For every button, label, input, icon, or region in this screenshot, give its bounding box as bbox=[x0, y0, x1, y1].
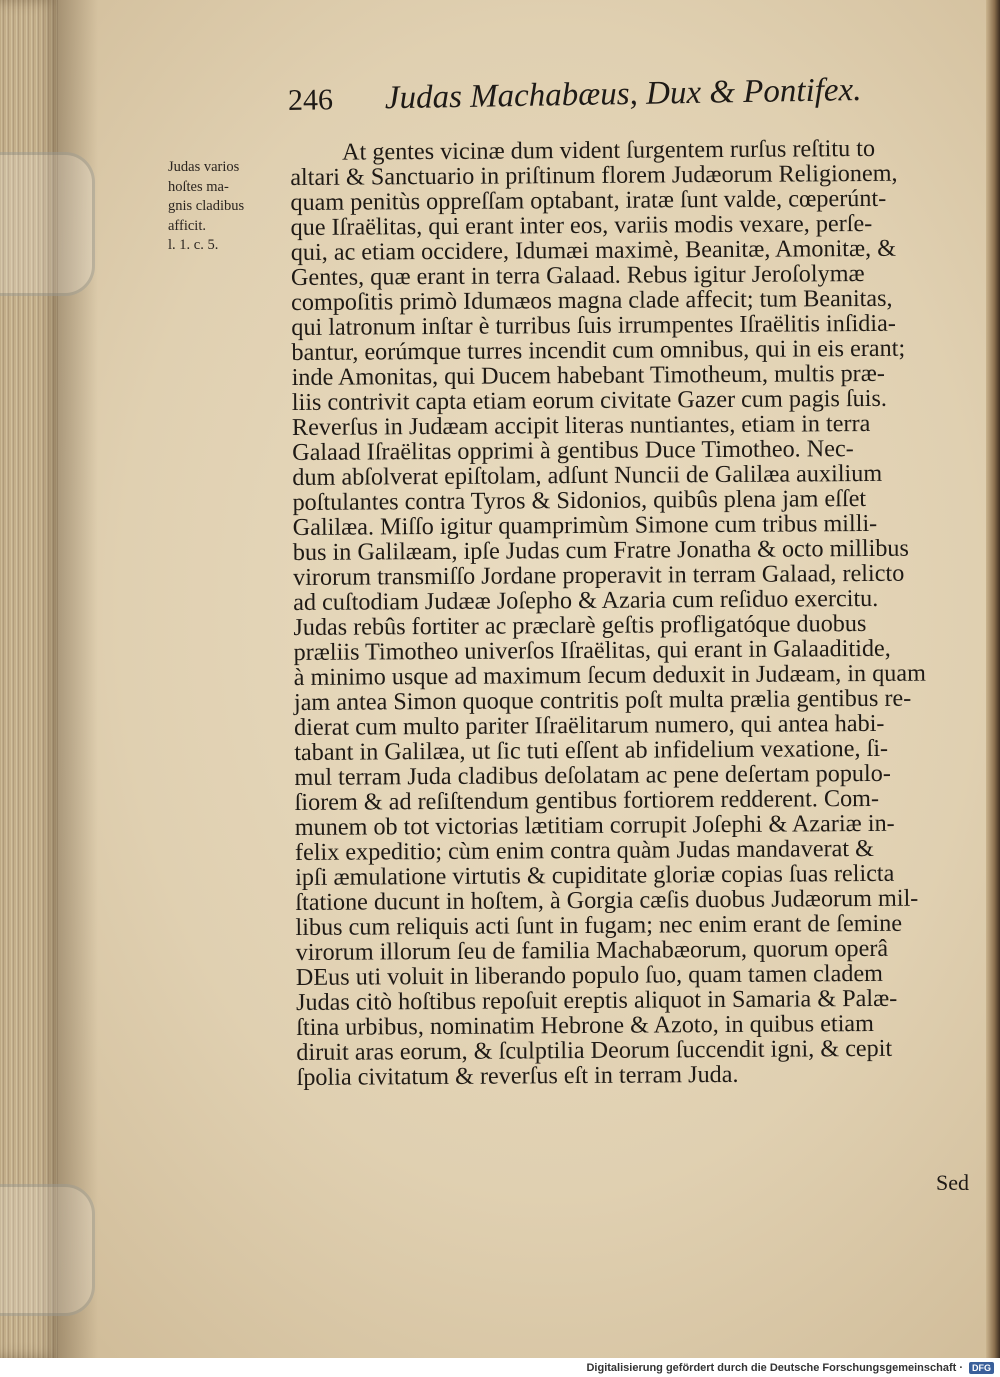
book-clip-bottom bbox=[0, 1184, 95, 1316]
text-line: bus in Galilæam, ipſe Judas cum Fratre Jonatha & octo millibus bbox=[292, 534, 909, 566]
text-line: inde Amonitas, qui Ducem habebant Timotheum, multis præ- bbox=[291, 359, 885, 391]
text-line: Galaad Iſraëlitas opprimi à gentibus Duce Timotheo. Nec- bbox=[292, 435, 854, 466]
text-line: liis contrivit capta etiam eorum civitate Gazer cum pagis ſuis. bbox=[291, 384, 888, 416]
text-line: altari & Sanctuario in priſtinum florem Judæorum Religionem, bbox=[290, 159, 898, 191]
text-line: dum abſolverat epiſtolam, adſunt Nuncii de Galilæa auxilium bbox=[292, 459, 883, 491]
text-line: Judas citò hoſtibus repoſuit ereptis aliquot in Samaria & Palæ- bbox=[295, 984, 898, 1016]
text-line: tabant in Galilæa, ut ſic tuti eſſent ab infidelium vexatione, ſi- bbox=[294, 734, 889, 766]
page-number: 246 bbox=[287, 83, 334, 117]
right-page-edge bbox=[986, 0, 1000, 1358]
text-line: ad cuſtodiam Judææ Joſepho & Azaria cum reſiduo exercitu. bbox=[293, 584, 879, 616]
text-line: qui, ac etiam occidere, Idumæi maximè, Beanitæ, Amonitæ, & bbox=[290, 234, 897, 266]
text-line: bantur, eorúmque turres incendit cum omnibus, qui in eis erant; bbox=[291, 334, 906, 366]
text-line: mul terram Juda cladibus deſolatam ac pene deſertam populo- bbox=[294, 759, 891, 791]
text-line: Gentes, quæ erant in terra Galaad. Rebus igitur Jeroſolymæ bbox=[290, 259, 865, 291]
text-line: libus cum reliquis acti ſunt in fugam; nec enim erant de ſemine bbox=[295, 909, 903, 941]
text-line: DEus uti voluit in liberando populo ſuo, quam tamen cladem bbox=[295, 959, 884, 991]
text-line: ſtina urbibus, nominatim Hebrone & Azoto, in quibus etiam bbox=[296, 1009, 875, 1041]
marginal-note-line: afficit. bbox=[168, 217, 206, 234]
text-line: At gentes vicinæ dum vident ſurgentem rurſus reſtitu to bbox=[341, 134, 876, 166]
main-text-block bbox=[290, 135, 987, 1090]
text-line: præliis Timotheo univerſos Iſraëlitas, qui erant in Galaaditide, bbox=[293, 634, 891, 666]
text-line: qui latronum inſtar è turribus ſuis irrumpentes Iſraëlitis inſidia- bbox=[291, 309, 896, 341]
marginal-note bbox=[168, 158, 283, 256]
text-line: Reverſus in Judæam accipit literas nuntiantes, etiam in terra bbox=[291, 409, 871, 441]
text-line: que Iſraëlitas, qui erant inter eos, variis modis vexare, perſe- bbox=[290, 209, 873, 241]
text-line: compoſitis primò Idumæos magna clade affecit; tum Beanitas, bbox=[291, 284, 893, 316]
text-line: ſtatione ducunt in hoſtem, à Gorgia cæſis duobus Judæorum mil- bbox=[295, 884, 919, 916]
text-line: diruit aras eorum, & ſculptilia Deorum ſuccendit igni, & cepit bbox=[296, 1034, 893, 1066]
marginal-note-line: l. 1. c. 5. bbox=[168, 237, 219, 254]
running-title: Judas Machabæus, Dux & Pontifex. bbox=[384, 71, 862, 117]
text-line: dierat cum multo pariter Iſraëlitarum numero, qui antea habi- bbox=[294, 709, 885, 741]
marginal-note-line: gnis cladibus bbox=[168, 198, 245, 215]
text-line: quam penitùs oppreſſam optabant, iratæ ſunt valde, cœperúnt- bbox=[290, 184, 887, 216]
text-line: ſpolia civitatum & reverſus eſt in terram Juda. bbox=[296, 1060, 739, 1091]
text-line: munem ob tot victorias lætitiam corrupit Joſephi & Azariæ in- bbox=[294, 809, 895, 841]
text-line: Judas rebûs fortiter ac præclarè geſtis profligatóque duobus bbox=[293, 609, 867, 641]
text-line: virorum illorum ſeu de familia Machabæorum, quorum operâ bbox=[295, 934, 889, 966]
marginal-note-line: Judas varios bbox=[168, 159, 240, 175]
text-line: poſtulantes contra Tyros & Sidonios, quibûs plena jam eſſet bbox=[292, 484, 867, 516]
text-line: ſiorem & ad reſiſtendum gentibus fortiorem redderent. Com- bbox=[294, 784, 880, 816]
text-line: felix expeditio; cùm enim contra quàm Judas mandaverat & bbox=[294, 834, 875, 866]
digitization-footer bbox=[0, 1358, 1000, 1377]
running-header bbox=[288, 71, 909, 130]
text-line: Galilæa. Miſſo igitur quamprimùm Simone cum tribus milli- bbox=[292, 509, 878, 541]
book-clip-top bbox=[0, 152, 95, 296]
footer-credit: Digitalisierung gefördert durch die Deutsche Forschungsgemeinschaft · bbox=[586, 1361, 963, 1374]
marginal-note-line: hoſtes ma- bbox=[168, 178, 229, 195]
dfg-logo: DFG bbox=[969, 1362, 994, 1374]
text-line: virorum transmiſſo Jordane properavit in terram Galaad, relicto bbox=[292, 559, 905, 591]
catchword: Sed bbox=[936, 1170, 969, 1195]
text-line: ipſi æmulatione virtutis & cupiditate gloriæ copias ſuas relicta bbox=[295, 859, 895, 891]
text-line: à minimo usque ad maximum ſecum deduxit in Judæam, in quam bbox=[293, 659, 926, 691]
text-line: jam antea Simon quoque contritis poſt multa prælia gentibus re- bbox=[293, 684, 912, 716]
